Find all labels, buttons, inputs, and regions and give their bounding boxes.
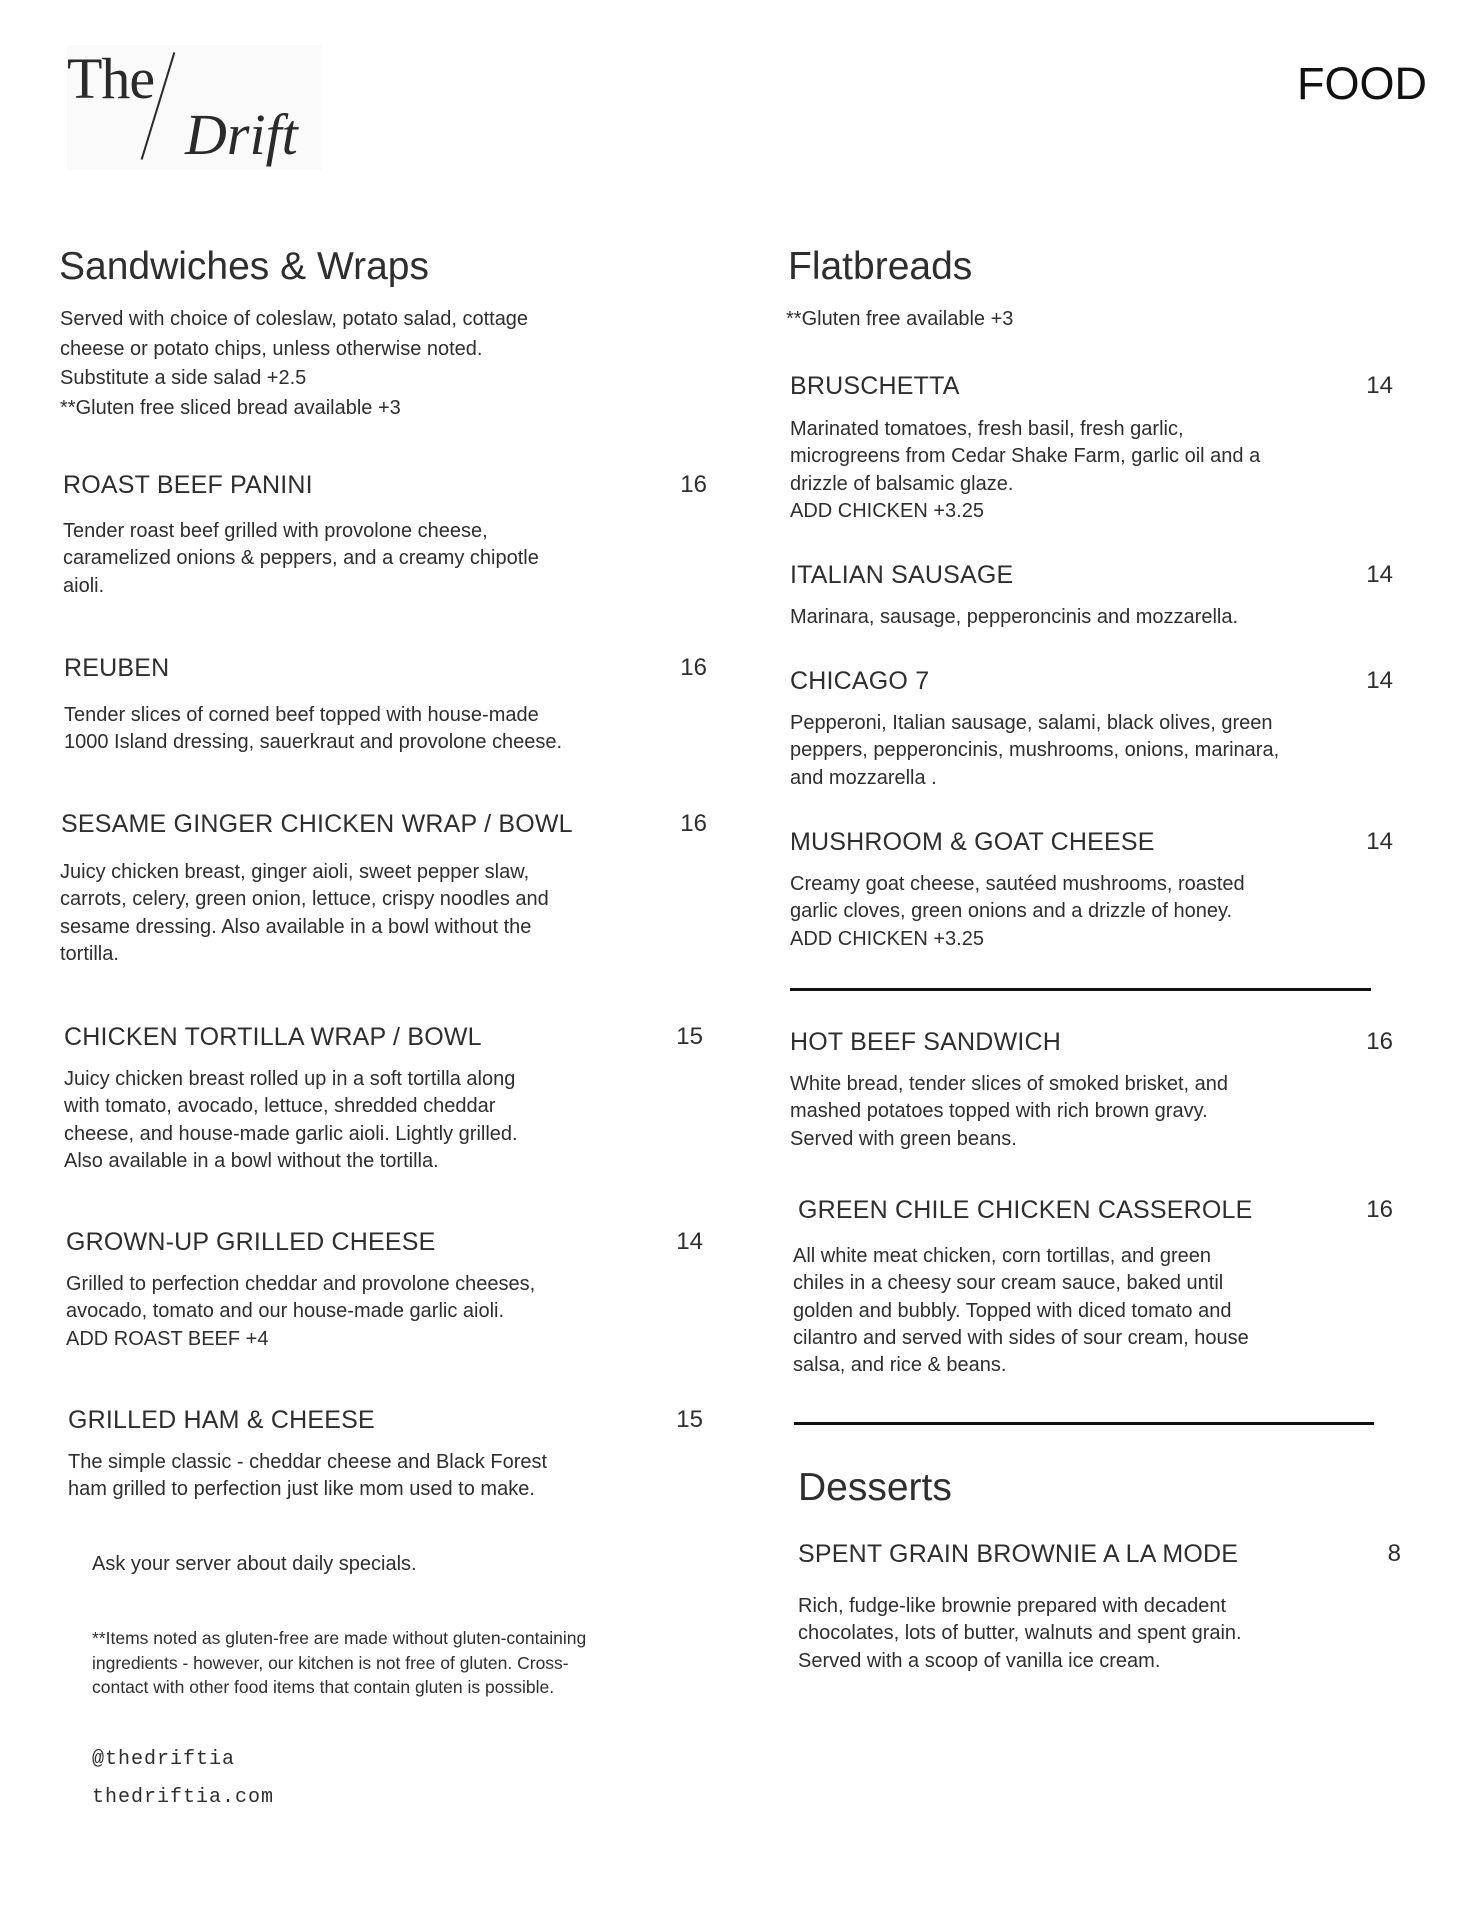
menu-item-description — [68, 1449, 547, 1504]
menu-item-description — [798, 1593, 1242, 1675]
menu-item-description — [793, 1243, 1249, 1379]
menu-item-price: 14 — [676, 1228, 703, 1255]
menu-item-name: CHICKEN TORTILLA WRAP / BOWL — [64, 1023, 482, 1051]
menu-item-price: 15 — [676, 1406, 703, 1433]
menu-item-name: SESAME GINGER CHICKEN WRAP / BOWL — [61, 810, 573, 838]
menu-item-price: 15 — [676, 1023, 703, 1050]
menu-item-description — [790, 871, 1245, 953]
description-line: avocado, tomato and our house-made garlic aioli. — [66, 1300, 505, 1323]
intro-line: **Gluten free sliced bread available +3 — [60, 396, 401, 419]
description-line: and mozzarella . — [790, 766, 937, 789]
description-line: Rich, fudge-like brownie prepared with decadent — [798, 1595, 1227, 1617]
menu-item-description — [790, 710, 1279, 792]
page-title: FOOD — [1297, 58, 1427, 109]
divider — [794, 1422, 1374, 1425]
description-line: ADD CHICKEN +3.25 — [790, 499, 984, 522]
menu-item-name: HOT BEEF SANDWICH — [790, 1028, 1062, 1056]
description-line: tortilla. — [60, 942, 119, 965]
description-line: Served with a scoop of vanilla ice cream. — [798, 1649, 1161, 1672]
description-line: White bread, tender slices of smoked brisket, and — [790, 1073, 1228, 1095]
note-line: contact with other food items that contain gluten is possible. — [92, 1677, 555, 1697]
gluten-disclaimer — [92, 1626, 586, 1700]
menu-item-name: GROWN-UP GRILLED CHEESE — [66, 1228, 436, 1256]
menu-item-price: 14 — [1366, 667, 1393, 694]
description-line: sesame dressing. Also available in a bowl without the — [60, 915, 532, 938]
sandwiches-intro — [60, 305, 528, 423]
menu-item-description — [63, 518, 539, 600]
description-line: drizzle of balsamic glaze. — [790, 472, 1014, 495]
menu-item-price: 14 — [1366, 561, 1393, 588]
menu-item-name: ROAST BEEF PANINI — [63, 471, 313, 499]
description-line: Served with green beans. — [790, 1127, 1017, 1150]
specials-note: Ask your server about daily specials. — [92, 1553, 417, 1575]
description-line: salsa, and rice & beans. — [793, 1354, 1007, 1377]
menu-item-price: 16 — [680, 471, 707, 498]
menu-item-description — [60, 859, 549, 968]
description-line: cilantro and served with sides of sour cream, house — [793, 1326, 1249, 1349]
description-line: cheese, and house-made garlic aioli. Lightly grilled. — [64, 1122, 518, 1145]
menu-item-name: SPENT GRAIN BROWNIE A LA MODE — [798, 1540, 1239, 1568]
description-line: carrots, celery, green onion, lettuce, crispy noodles and — [60, 888, 549, 911]
menu-item-name: MUSHROOM & GOAT CHEESE — [790, 828, 1155, 856]
description-line: Juicy chicken breast rolled up in a soft tortilla along — [64, 1068, 516, 1090]
menu-item-description — [64, 1066, 518, 1175]
desserts-heading: Desserts — [798, 1466, 952, 1509]
description-line: caramelized onions & peppers, and a creamy chipotle — [63, 547, 539, 570]
intro-line: Served with choice of coleslaw, potato salad, cottage — [60, 308, 529, 330]
menu-item-price: 16 — [680, 654, 707, 681]
website-link[interactable]: thedriftia.com — [92, 1786, 275, 1809]
description-line: Creamy goat cheese, sautéed mushrooms, roasted — [790, 873, 1245, 895]
flatbreads-intro: **Gluten free available +3 — [786, 308, 1014, 330]
description-line: peppers, pepperoncinis, mushrooms, onions, marinara, — [790, 739, 1280, 762]
menu-item-name: REUBEN — [64, 654, 170, 682]
description-line: Pepperoni, Italian sausage, salami, black olives, green — [790, 712, 1273, 734]
description-line: Also available in a bowl without the tortilla. — [64, 1149, 439, 1172]
menu-item-name: BRUSCHETTA — [790, 372, 960, 400]
note-line: ingredients - however, our kitchen is not free of gluten. Cross- — [92, 1652, 569, 1673]
description-line: Grilled to perfection cheddar and provolone cheeses, — [66, 1273, 536, 1295]
instagram-handle[interactable]: @thedriftia — [92, 1748, 236, 1771]
description-line: Marinara, sausage, pepperoncinis and mozzarella. — [790, 606, 1239, 628]
menu-item-price: 14 — [1366, 372, 1393, 399]
description-line: microgreens from Cedar Shake Farm, garlic oil and a — [790, 445, 1261, 468]
description-line: All white meat chicken, corn tortillas, and green — [793, 1245, 1211, 1267]
description-line: Juicy chicken breast, ginger aioli, sweet pepper slaw, — [60, 861, 530, 883]
menu-item-price: 8 — [1387, 1540, 1401, 1567]
flatbreads-heading: Flatbreads — [788, 245, 973, 288]
menu-item-price: 16 — [1366, 1028, 1393, 1055]
description-line: garlic cloves, green onions and a drizzle of honey. — [790, 900, 1233, 923]
menu-item-description — [790, 604, 1238, 631]
description-line: Tender roast beef grilled with provolone cheese, — [63, 520, 488, 542]
menu-item-price: 16 — [1366, 1196, 1393, 1223]
sandwiches-heading: Sandwiches & Wraps — [59, 245, 429, 288]
description-line: 1000 Island dressing, sauerkraut and provolone cheese. — [64, 731, 563, 754]
menu-item-name: CHICAGO 7 — [790, 667, 930, 695]
menu-item-price: 14 — [1366, 828, 1393, 855]
logo-drift: Drift — [185, 102, 298, 167]
description-line: chocolates, lots of butter, walnuts and spent grain. — [798, 1622, 1242, 1645]
description-line: mashed potatoes topped with rich brown gravy. — [790, 1100, 1208, 1123]
description-line: Tender slices of corned beef topped with house-made — [64, 704, 539, 726]
description-line: golden and bubbly. Topped with diced tomato and — [793, 1299, 1232, 1322]
logo — [67, 45, 322, 170]
description-line: chiles in a cheesy sour cream sauce, baked until — [793, 1272, 1224, 1295]
intro-line: cheese or potato chips, unless otherwise noted. — [60, 337, 483, 360]
description-line: ham grilled to perfection just like mom used to make. — [68, 1478, 535, 1501]
description-line: with tomato, avocado, lettuce, shredded cheddar — [64, 1095, 496, 1118]
divider — [790, 988, 1371, 991]
description-line: ADD CHICKEN +3.25 — [790, 927, 984, 950]
description-line: Marinated tomatoes, fresh basil, fresh garlic, — [790, 418, 1184, 440]
description-line: The simple classic - cheddar cheese and Black Forest — [68, 1451, 548, 1473]
intro-line: Substitute a side salad +2.5 — [60, 367, 307, 389]
description-line: ADD ROAST BEEF +4 — [66, 1327, 269, 1350]
menu-item-description — [790, 416, 1260, 525]
logo-the: The — [67, 46, 155, 111]
menu-item-description — [66, 1271, 535, 1353]
description-line: aioli. — [63, 574, 105, 597]
menu-item-description — [64, 702, 562, 757]
note-line: **Items noted as gluten-free are made without gluten-containing — [92, 1628, 587, 1648]
menu-item-description — [790, 1071, 1228, 1153]
menu-item-name: GRILLED HAM & CHEESE — [68, 1406, 375, 1434]
menu-item-name: ITALIAN SAUSAGE — [790, 561, 1014, 589]
menu-item-price: 16 — [680, 810, 707, 837]
menu-item-name: GREEN CHILE CHICKEN CASSEROLE — [798, 1196, 1253, 1224]
